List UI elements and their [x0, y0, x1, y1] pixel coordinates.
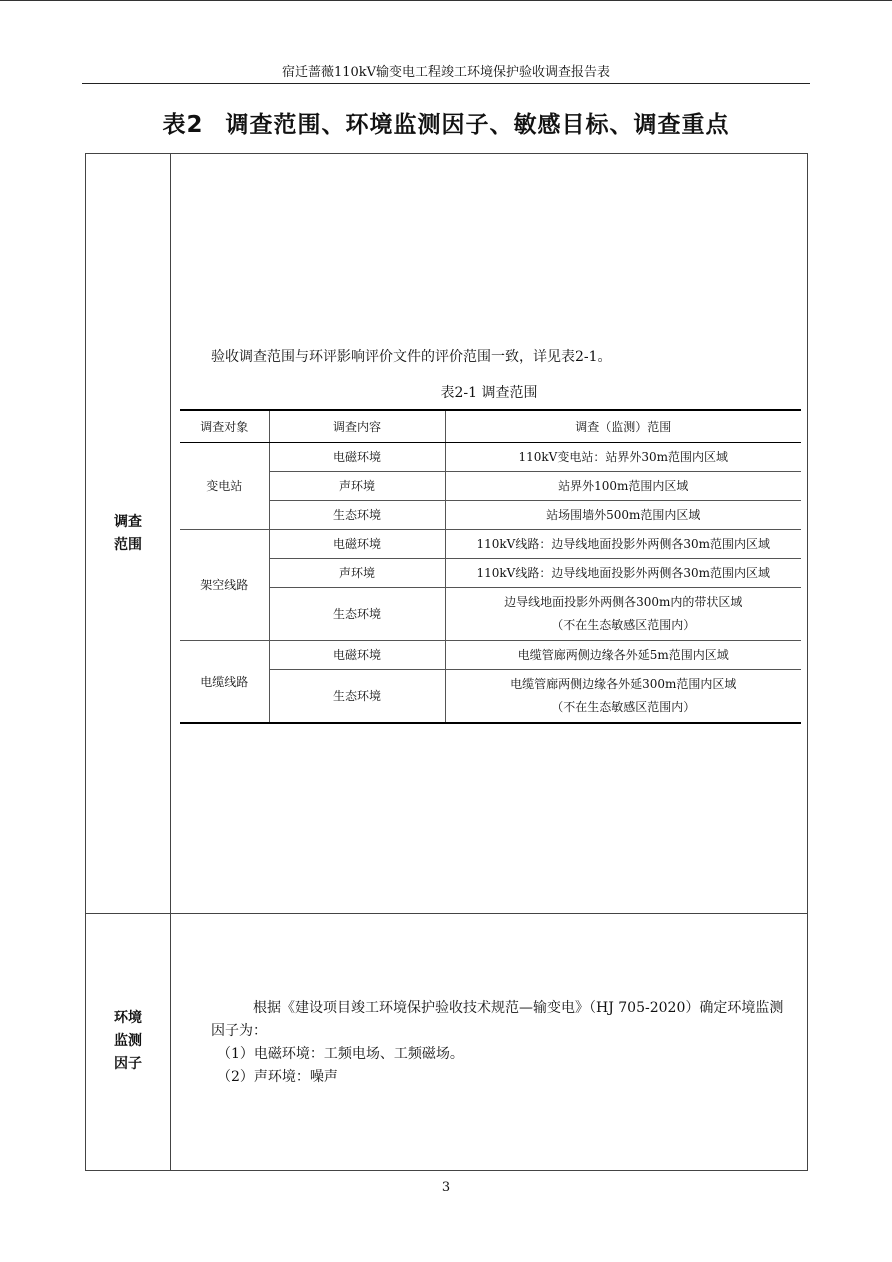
column-header-content: 调查内容 — [269, 410, 445, 443]
factor-text-block — [171, 997, 791, 1089]
header-rule — [82, 83, 810, 84]
factor-paragraph-line1: 根据《建设项目竣工环境保护验收技术规范—输变电》（HJ 705-2020）确定环境监测 — [253, 1000, 784, 1016]
object-cell-substation: 变电站 — [180, 443, 269, 530]
table-caption: 表2-1 调查范围 — [440, 385, 538, 401]
object-cell-cable-line: 电缆线路 — [180, 641, 269, 724]
table-row — [180, 472, 801, 501]
table-row — [180, 588, 801, 641]
range-note: （不在生态敏感区范围内） — [551, 618, 696, 632]
outer-form-frame — [85, 153, 808, 1171]
range-cell: 站场围墙外500m范围内区域 — [445, 501, 801, 530]
range-text: 电缆管廊两侧边缘各外延300m范围内区域 — [510, 677, 737, 691]
factor-item-acoustic: （2）声环境：噪声 — [217, 1069, 338, 1085]
running-header: 宿迁蔷薇110kV输变电工程竣工环境保护验收调查报告表 — [281, 65, 611, 80]
table-row — [180, 670, 801, 724]
table-row — [180, 641, 801, 670]
table-row — [180, 501, 801, 530]
scope-intro-text: 验收调查范围与环评影响评价文件的评价范围一致，详见表2-1。 — [211, 349, 612, 365]
table-row — [180, 530, 801, 559]
table-header-row — [180, 410, 801, 443]
column-header-range: 调查（监测）范围 — [445, 410, 801, 443]
section-divider — [86, 913, 807, 914]
range-note: （不在生态敏感区范围内） — [551, 700, 696, 714]
page-title — [0, 109, 892, 141]
content-cell: 生态环境 — [269, 670, 445, 724]
scope-table — [180, 409, 801, 724]
range-text: 边导线地面投影外两侧各300m内的带状区域 — [504, 595, 743, 609]
table-row — [180, 443, 801, 472]
factor-label-line1: 环境 — [114, 1010, 142, 1026]
factor-label-line3: 因子 — [114, 1056, 142, 1072]
range-cell — [445, 670, 801, 724]
factor-paragraph-line2: 因子为： — [211, 1023, 267, 1039]
factor-section-label — [86, 1007, 170, 1076]
range-cell — [445, 588, 801, 641]
content-cell: 电磁环境 — [269, 641, 445, 670]
scope-section-label — [86, 511, 170, 557]
content-cell: 声环境 — [269, 472, 445, 501]
factor-item-electromagnetic: （1）电磁环境：工频电场、工频磁场。 — [217, 1046, 464, 1062]
title-text: 调查范围、环境监测因子、敏感目标、调查重点 — [225, 112, 730, 138]
page-number: 3 — [441, 1180, 451, 1195]
range-cell: 110kV线路：边导线地面投影外两侧各30m范围内区域 — [445, 559, 801, 588]
content-cell: 生态环境 — [269, 588, 445, 641]
object-cell-overhead-line: 架空线路 — [180, 530, 269, 641]
range-cell: 电缆管廊两侧边缘各外延5m范围内区域 — [445, 641, 801, 670]
range-cell: 110kV变电站：站界外30m范围内区域 — [445, 443, 801, 472]
scope-label-line2: 范围 — [114, 537, 142, 553]
title-number: 表2 — [162, 112, 204, 138]
scope-label-line1: 调查 — [114, 514, 142, 530]
range-cell: 站界外100m范围内区域 — [445, 472, 801, 501]
content-cell: 电磁环境 — [269, 443, 445, 472]
factor-label-line2: 监测 — [114, 1033, 142, 1049]
content-cell: 生态环境 — [269, 501, 445, 530]
content-cell: 声环境 — [269, 559, 445, 588]
top-border-line — [0, 0, 892, 1]
column-header-object: 调查对象 — [180, 410, 269, 443]
content-cell: 电磁环境 — [269, 530, 445, 559]
table-row — [180, 559, 801, 588]
range-cell: 110kV线路：边导线地面投影外两侧各30m范围内区域 — [445, 530, 801, 559]
